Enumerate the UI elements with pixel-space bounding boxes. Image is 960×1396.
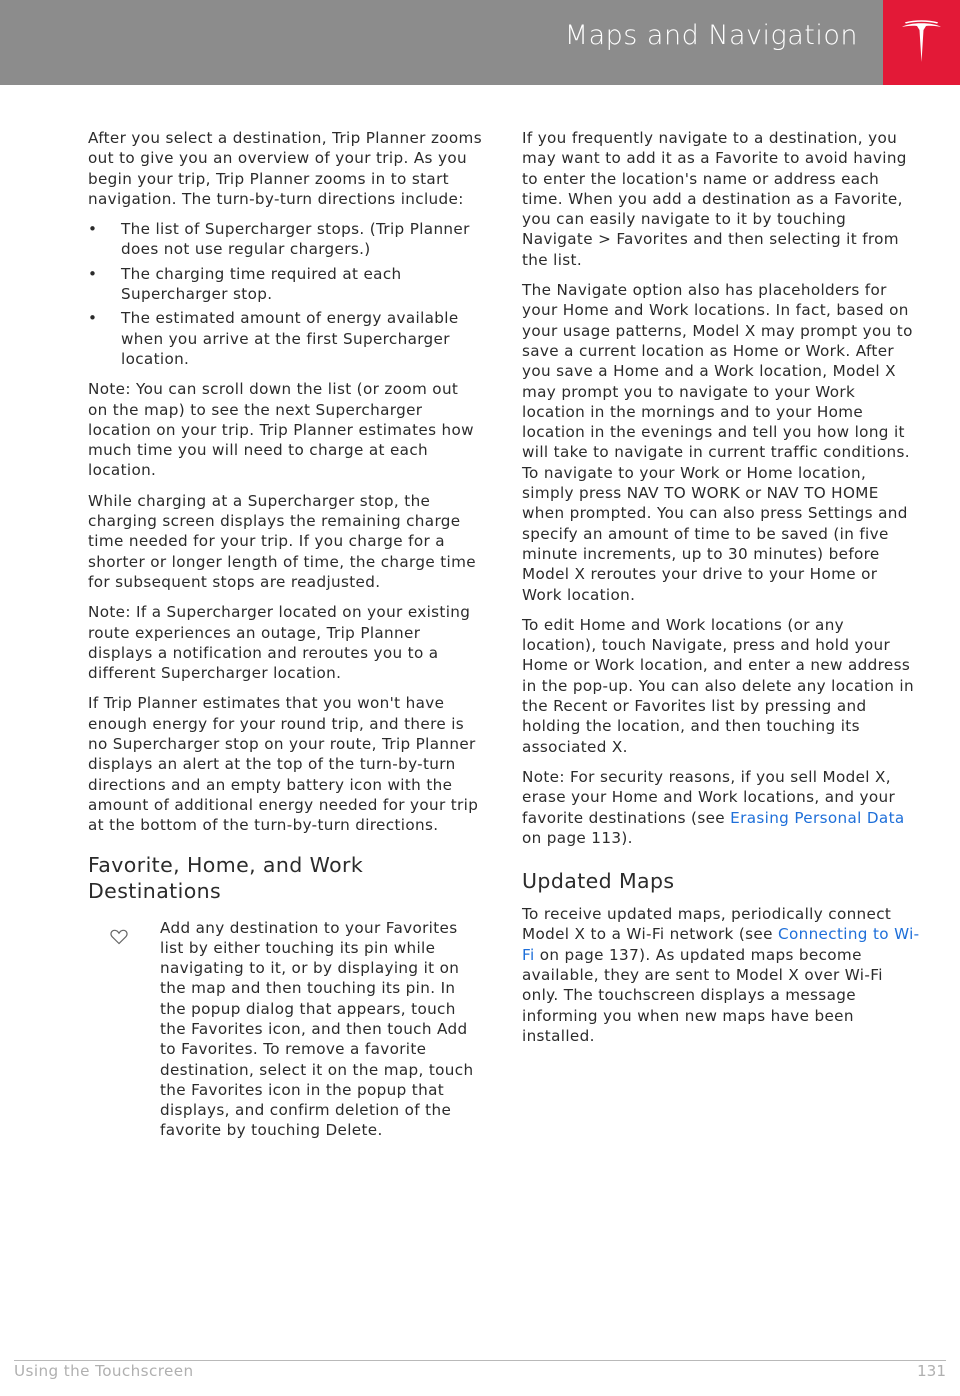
- list-item: • The estimated amount of energy available when you arrive at the first Supercharger location.: [88, 309, 459, 368]
- erasing-personal-data-link[interactable]: Erasing Personal Data: [730, 808, 905, 827]
- brand-logo: [883, 0, 960, 85]
- list-item: • The charging time required at each Supercharger stop.: [88, 264, 402, 304]
- page-title: Maps and Navigation: [564, 20, 858, 51]
- favorites-paragraph: If you frequently navigate to a destination, you may want to add it as a Favorite to avoid having to enter the location's name or address each time. When you add a destination as a Favorite, you can easily navigate to it by touching Navigate > Favorites and then selecting it from the list.: [522, 129, 907, 269]
- intro-paragraph: After you select a destination, Trip Planner zooms out to give you an overview of your trip. As you begin your trip, Trip Planner zooms in to start navigation. The turn-by-turn directions include:: [88, 129, 482, 208]
- bullet-icon: •: [88, 220, 98, 239]
- note-outage: Note: If a Supercharger located on your existing route experiences an outage, Trip Planner displays a notification and reroutes you to a different Supercharger location.: [88, 603, 471, 683]
- connecting-to-wifi-link[interactable]: Connecting to Wi-Fi: [522, 925, 920, 964]
- edit-locations-paragraph: To edit Home and Work locations (or any location), touch Navigate, press and hold your Home or Work location, and enter a new address in the pop-up. You can also delete any location in the Recent or Favorites list by pressing and holding the location, and then touching its associated X.: [522, 615, 914, 756]
- updated-maps-paragraph: To receive updated maps, periodically connect Model X to a Wi-Fi network (see Connecting to Wi-Fi on page 137). As updated maps become available, they are sent to Model X over Wi-Fi only. The touchscreen displays a message informing you when new maps have been installed.: [522, 905, 920, 1045]
- energy-alert-paragraph: If Trip Planner estimates that you won't have enough energy for your round trip, and there is no Supercharger stop on your route, Trip Planner displays an alert at the top of the turn-by-turn directions and an empty battery icon with the amount of additional energy needed for your trip at the bottom of the turn-by-turn directions.: [88, 694, 479, 835]
- heart-icon: [110, 929, 128, 950]
- favorites-tip: [88, 918, 483, 1141]
- list-item: • The list of Supercharger stops. (Trip Planner does not use regular chargers.): [88, 220, 470, 259]
- tip-text: Add any destination to your Favorites list by either touching its pin while navigating to it, or by displaying it on the map and then touching its pin. In the popup dialog that appears, touch the Favorites icon, and then touch Add to Favorites. To remove a favorite destination, select it on the map, touch the Favorites icon in the popup that displays, and confirm deletion of the favorite by touching Delete.: [160, 918, 474, 1140]
- left-column: [88, 128, 483, 1141]
- bullet-list: [88, 219, 483, 369]
- bullet-icon: •: [88, 309, 98, 328]
- charging-paragraph: While charging at a Supercharger stop, the charging screen displays the remaining charge time needed for your trip. If you charge for a shorter or longer length of time, the charge time for subsequent stops are readjusted.: [88, 491, 476, 591]
- note-scroll: Note: You can scroll down the list (or zoom out on the map) to see the next Supercharger location on your trip. Trip Planner estimates how much time you will need to charge at each location.: [88, 380, 474, 480]
- right-column: [522, 128, 920, 1056]
- page-number: 131: [917, 1362, 946, 1380]
- footer-section-name: Using the Touchscreen: [14, 1362, 194, 1380]
- section-heading-updated-maps: Updated Maps: [522, 869, 675, 894]
- section-heading-favorites: Favorite, Home, and Work Destinations: [88, 852, 364, 903]
- footer-divider: [14, 1360, 946, 1361]
- note-security: Note: For security reasons, if you sell Model X, erase your Home and Work locations, and your favorite destinations (see Erasing Personal Data on page 113).: [522, 767, 905, 847]
- tesla-logo-icon: [901, 20, 942, 65]
- home-work-paragraph: The Navigate option also has placeholders for your Home and Work locations. In fact, based on your usage patterns, Model X may prompt you to save a current location as Home or Work. After you save a Home and a Work location, Model X may prompt you to navigate to your Work location in the mornings and to your Home location in the evenings and tell you how long it will take to navigate in current traffic conditions. To navigate to your Work or Home location, simply press NAV TO WORK or NAV TO HOME when prompted. You can also press Settings and specify an amount of time to be saved (in five minute increments, up to 30 minutes) before Model X reroutes your drive to your Home or Work location.: [522, 281, 913, 604]
- bullet-icon: •: [88, 264, 98, 283]
- page-header: [0, 0, 960, 85]
